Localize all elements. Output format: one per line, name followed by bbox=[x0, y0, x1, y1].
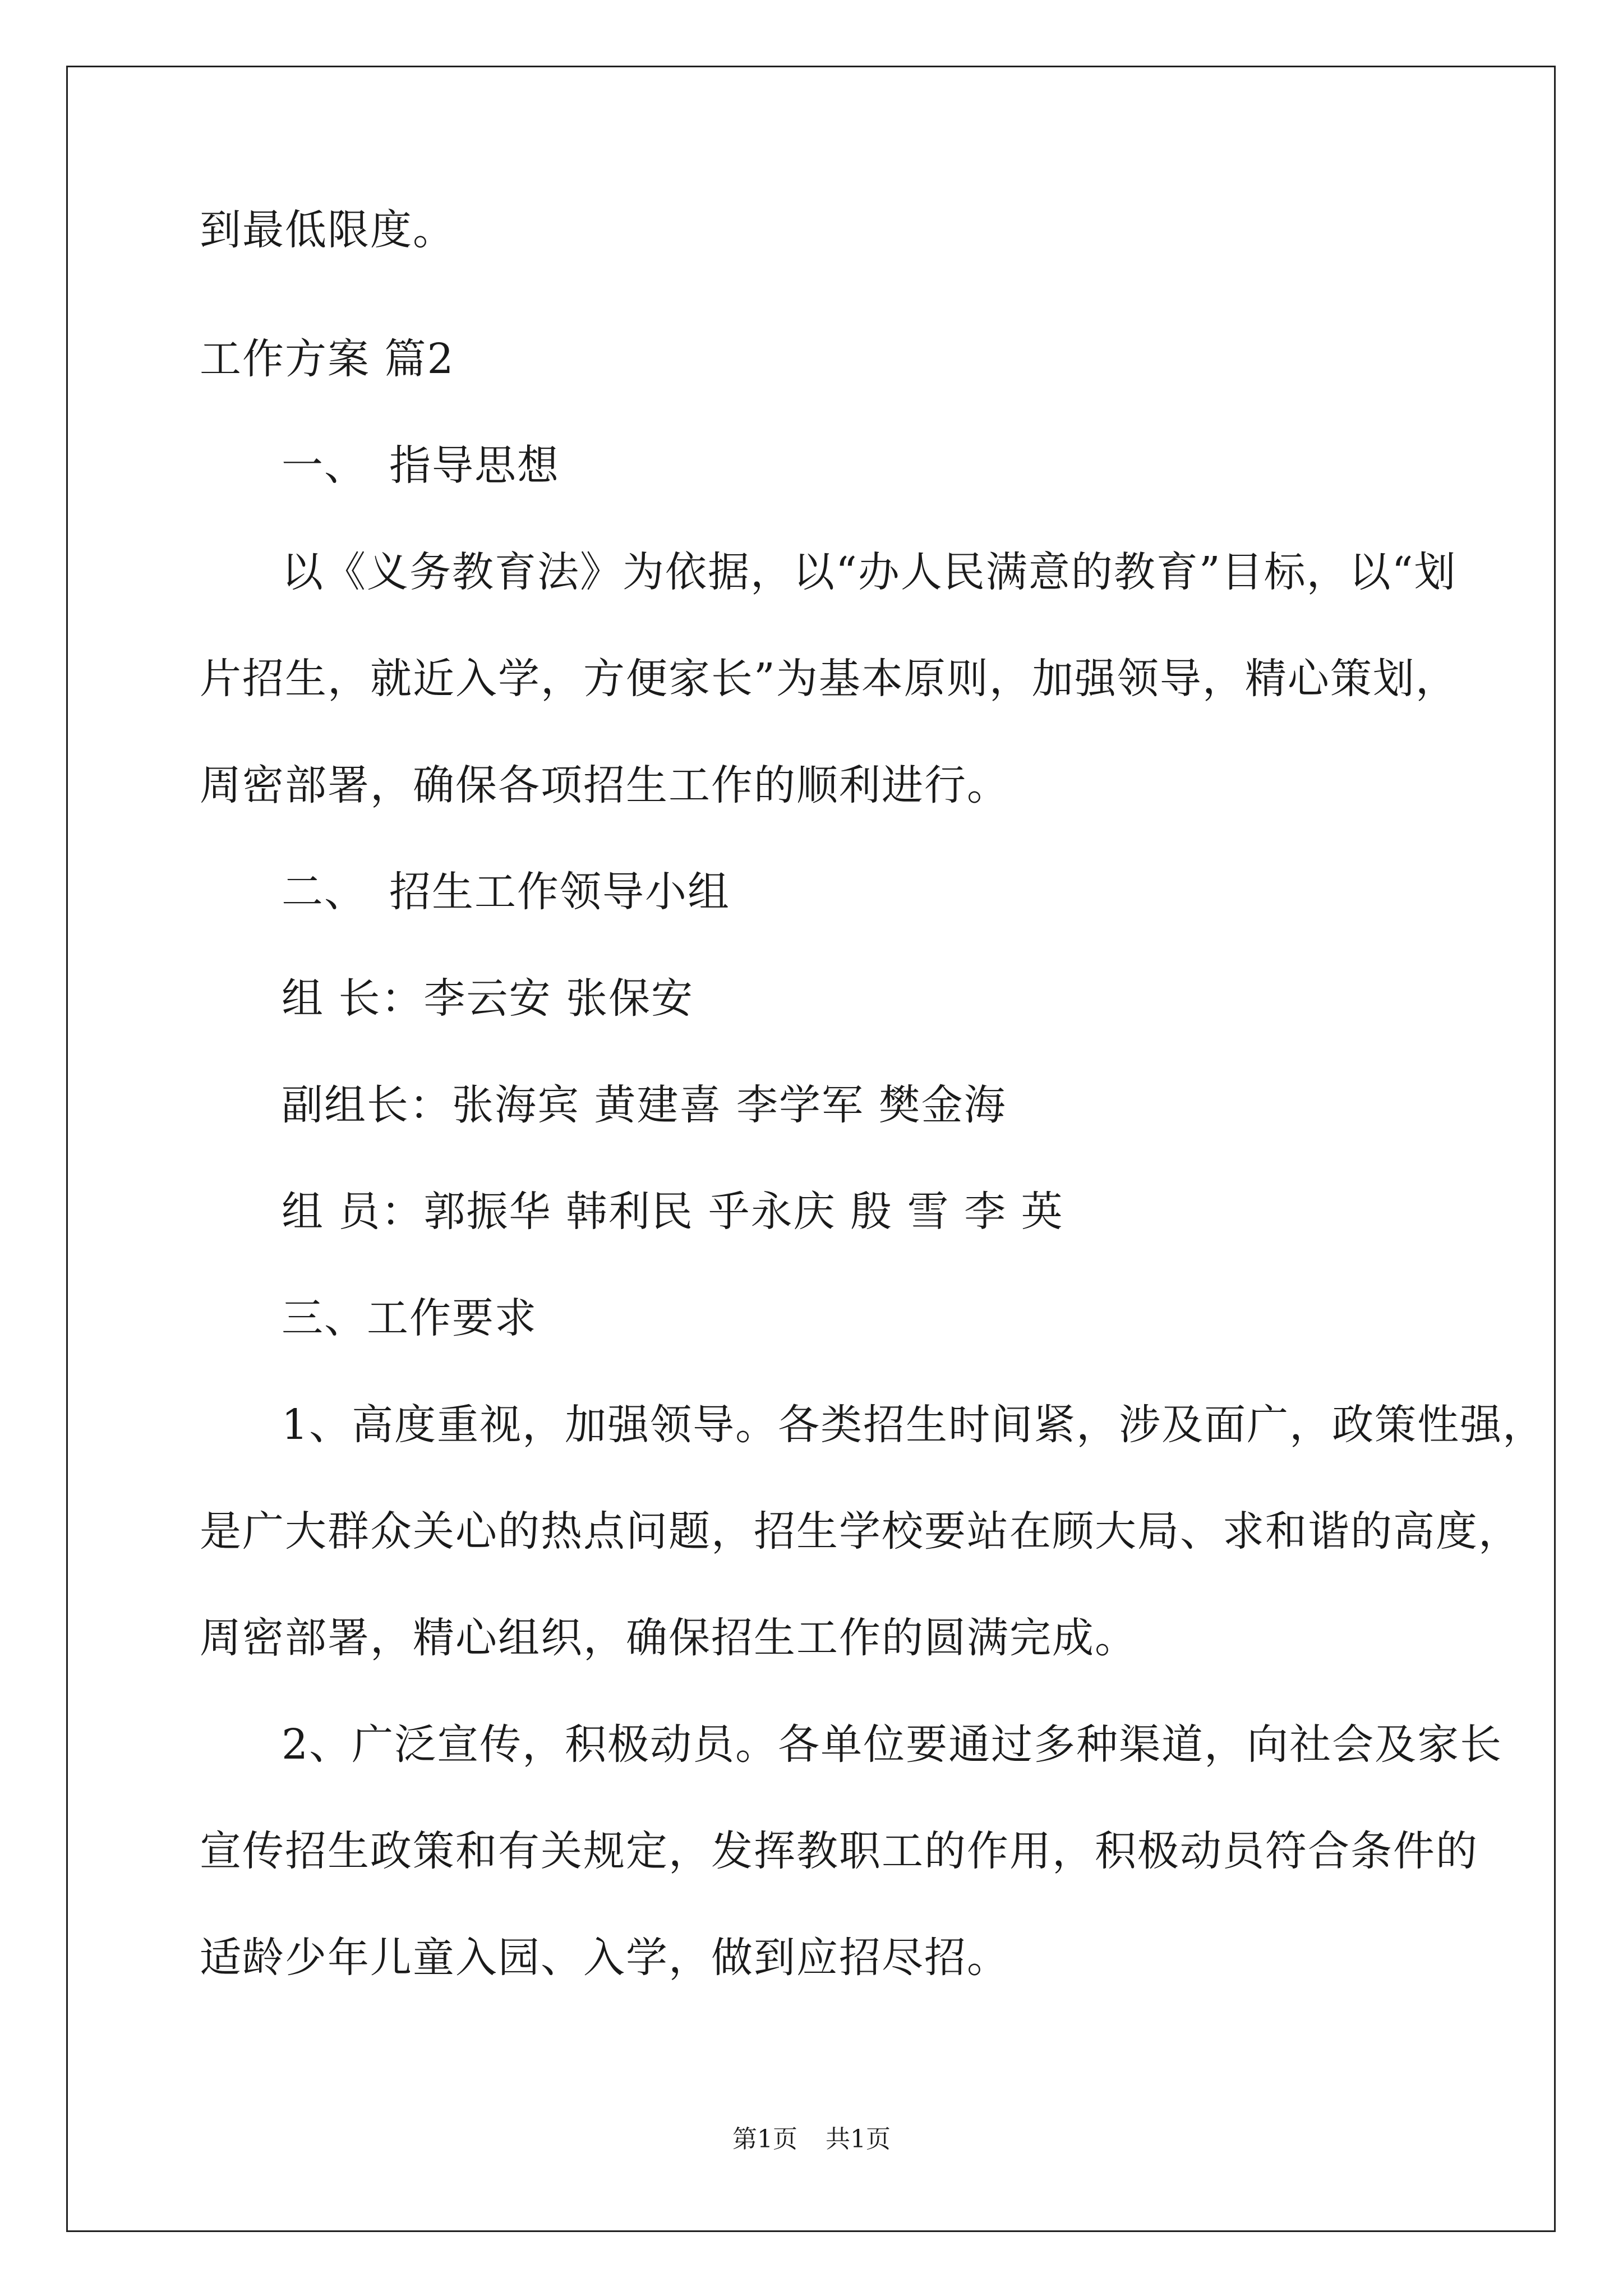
page-border bbox=[66, 66, 1556, 2232]
paragraph-line: 1、高度重视，加强领导。各类招生时间紧，涉及面广，政策性强， bbox=[282, 1401, 1546, 1449]
section-title: 工作方案 篇2 bbox=[200, 335, 455, 383]
paragraph-continuation: 到最低限度。 bbox=[200, 206, 455, 254]
heading-leadership-group bbox=[282, 864, 730, 920]
total-pages: 共1页 bbox=[826, 2125, 891, 2154]
paragraph-line: 2、广泛宣传，积极动员。各单位要通过多种渠道，向社会及家长 bbox=[282, 1720, 1503, 1769]
paragraph-line: 适龄少年儿童入园、入学，做到应招尽招。 bbox=[200, 1934, 1009, 1982]
heading-text: 指导思想 bbox=[389, 441, 560, 490]
paragraph-line: 周密部署，确保各项招生工作的顺利进行。 bbox=[200, 761, 1009, 809]
heading-number: 一、 bbox=[282, 441, 367, 490]
heading-text: 招生工作领导小组 bbox=[389, 868, 730, 916]
paragraph-line: 是广大群众关心的热点问题，招生学校要站在顾大局、求和谐的高度， bbox=[200, 1507, 1521, 1556]
page-footer bbox=[0, 2123, 1623, 2156]
page-number: 第1页 bbox=[732, 2125, 797, 2154]
group-leader: 组 长：李云安 张保安 bbox=[282, 974, 694, 1023]
group-deputy: 副组长：张海宾 黄建喜 李学军 樊金海 bbox=[282, 1081, 1007, 1129]
group-members: 组 员：郭振华 韩利民 乎永庆 殷 雪 李 英 bbox=[282, 1188, 1064, 1236]
heading-number: 二、 bbox=[282, 868, 367, 916]
heading-guiding-ideology bbox=[282, 438, 560, 494]
paragraph-line: 片招生，就近入学，方便家长”为基本原则，加强领导，精心策划， bbox=[200, 655, 1458, 703]
heading-work-requirements: 三、工作要求 bbox=[282, 1294, 537, 1342]
paragraph-line: 周密部署，精心组织，确保招生工作的圆满完成。 bbox=[200, 1614, 1137, 1662]
paragraph-line: 以《义务教育法》为依据，以“办人民满意的教育”目标，以“划 bbox=[282, 548, 1457, 596]
paragraph-line: 宣传招生政策和有关规定，发挥教职工的作用，积极动员符合条件的 bbox=[200, 1827, 1478, 1875]
